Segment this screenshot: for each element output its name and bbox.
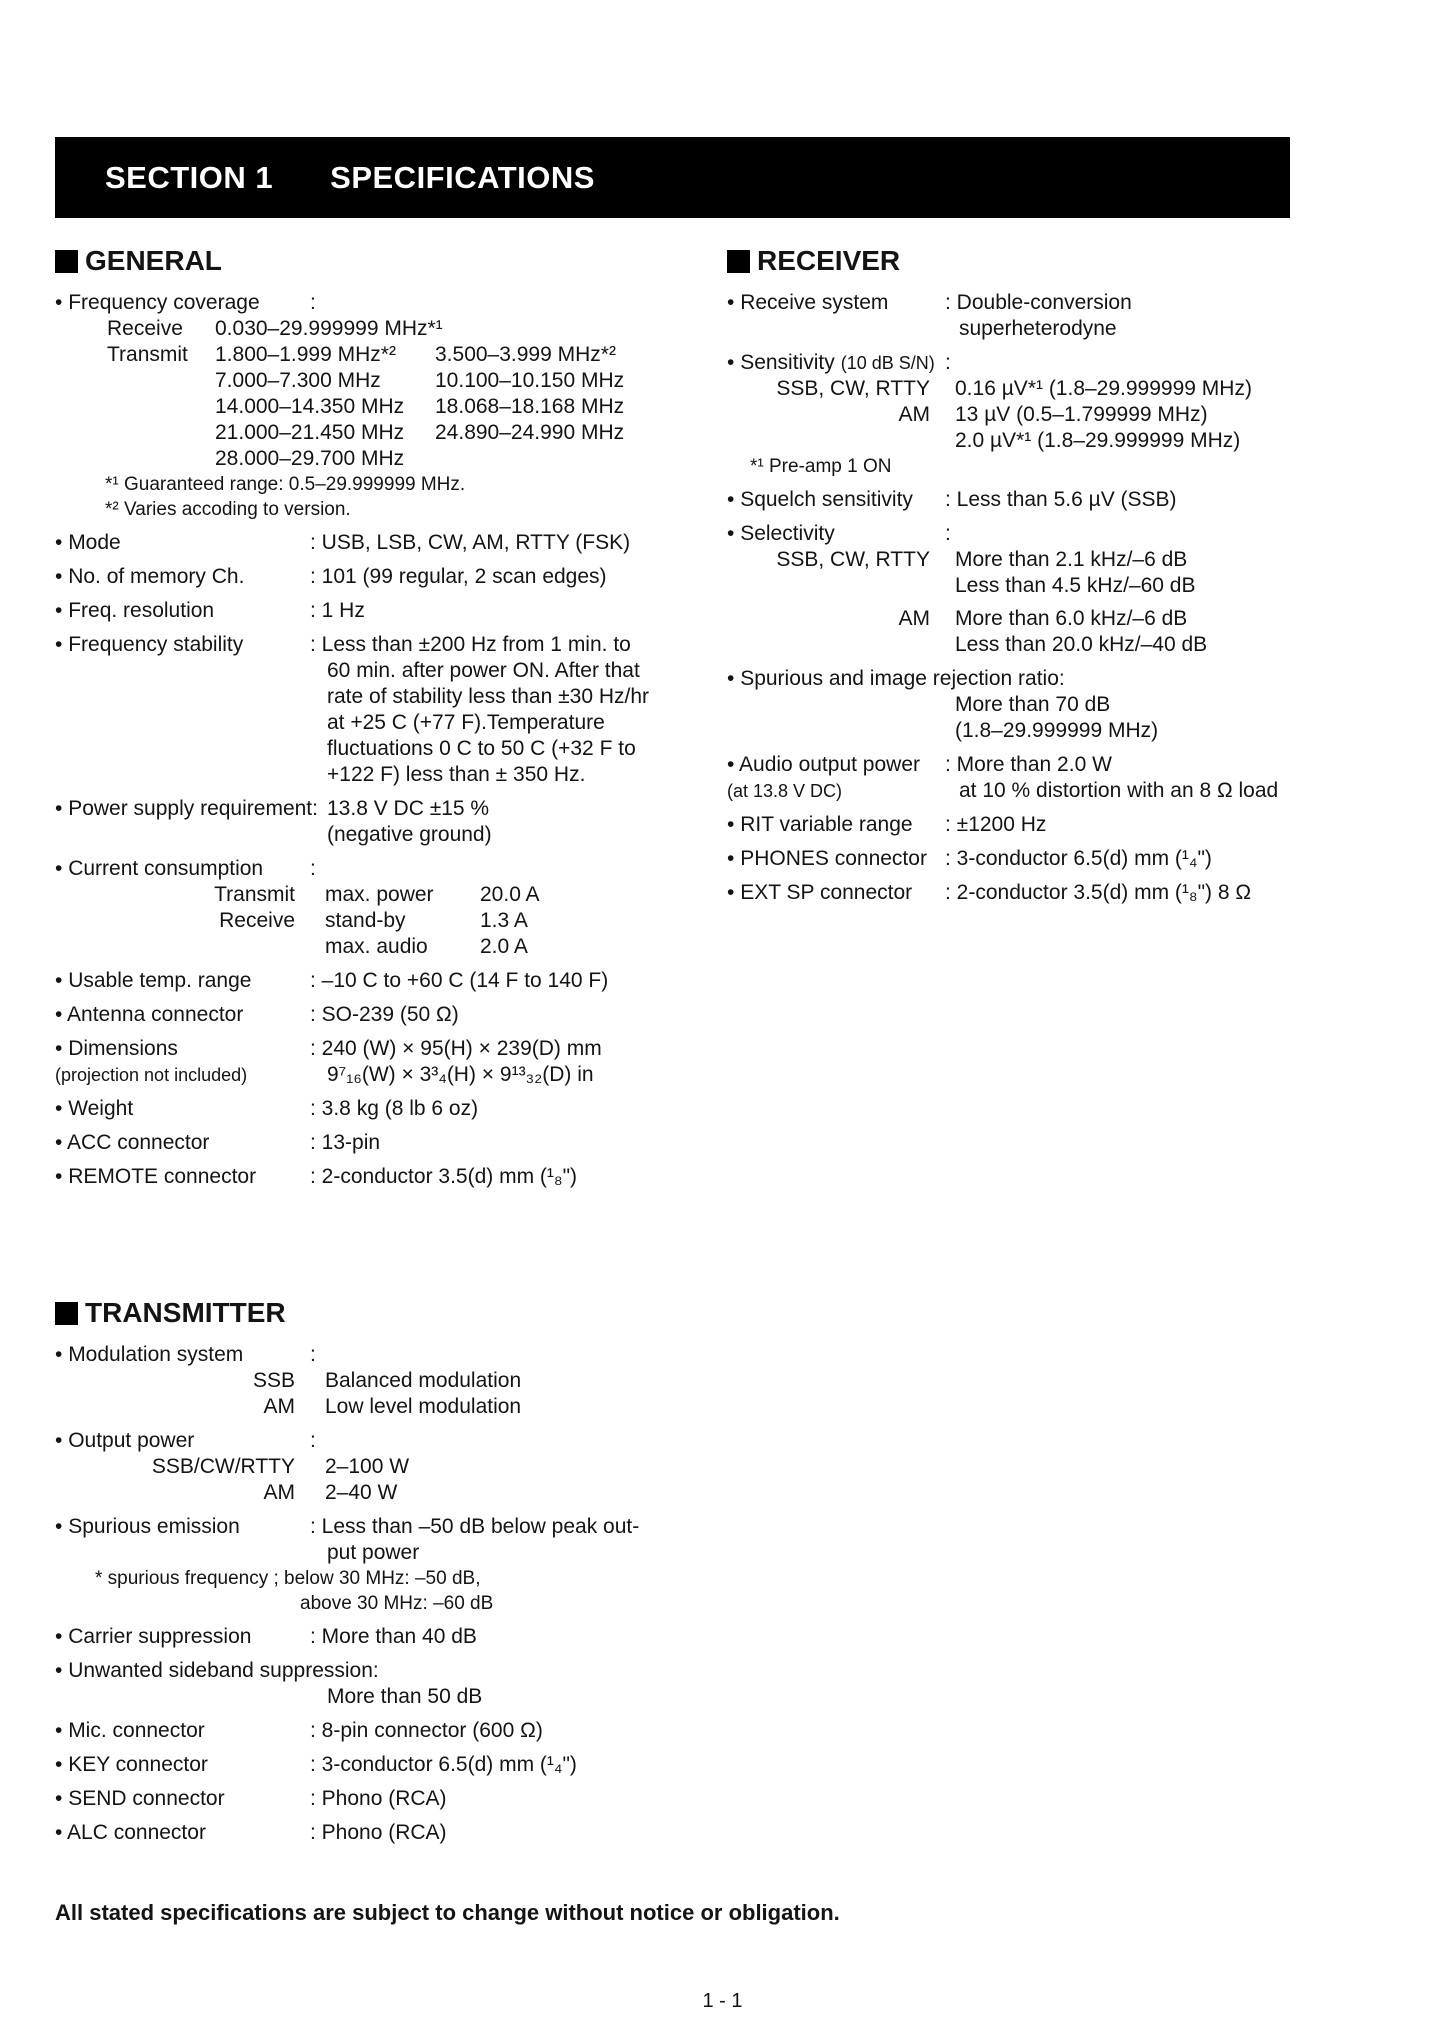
selectivity-value: Less than 4.5 kHz/–60 dB	[955, 574, 1196, 597]
spec-row-ext-sp-connector	[727, 880, 1327, 906]
spec-value: : 1 Hz	[310, 599, 365, 622]
spec-label: • Frequency coverage	[55, 290, 310, 316]
spec-value-line: 60 min. after power ON. After that	[327, 659, 640, 682]
freq-band: 3.500–3.999 MHz*²	[435, 343, 616, 366]
footer-disclaimer: All stated specifications are subject to change without notice or obligation.	[55, 1900, 840, 1925]
spec-value-line: (1.8–29.999999 MHz)	[955, 719, 1159, 742]
spec-label: • Output power	[55, 1428, 310, 1454]
spec-sublabel: (10 dB S/N)	[840, 353, 935, 373]
spec-row-dimensions	[55, 1036, 715, 1088]
spec-row-remote-connector	[55, 1164, 715, 1190]
general-heading-label: GENERAL	[85, 245, 222, 276]
spec-value	[310, 796, 715, 848]
spec-row-unwanted-sideband	[55, 1658, 715, 1710]
freq-band: 18.068–18.168 MHz	[435, 395, 625, 418]
black-square-icon	[55, 1302, 78, 1325]
spec-value: : 3-conductor 6.5(d) mm (¹₄")	[945, 847, 1212, 870]
spec-row-modulation-system	[55, 1342, 715, 1420]
spec-label: • Freq. resolution	[55, 598, 310, 624]
spec-row-acc-connector	[55, 1130, 715, 1156]
freq-band: 10.100–10.150 MHz	[435, 369, 625, 392]
footnote: *² Varies accoding to version.	[105, 499, 351, 520]
spec-label: • EXT SP connector	[727, 880, 945, 906]
spec-row-receive-system	[727, 290, 1327, 342]
spec-value	[945, 290, 1327, 342]
spec-value-line: rate of stability less than ±30 Hz/hr	[327, 685, 650, 708]
spec-colon: :	[310, 1429, 316, 1452]
spec-label: • SEND connector	[55, 1786, 310, 1812]
spec-row-spurious-image-rejection	[727, 666, 1327, 744]
general-heading	[55, 245, 715, 276]
sensitivity-value: 2.0 µV*¹ (1.8–29.999999 MHz)	[955, 429, 1241, 452]
spec-label: • Usable temp. range	[55, 968, 310, 994]
output-value: 2–100 W	[325, 1455, 410, 1478]
spec-row-weight	[55, 1096, 715, 1122]
spec-value-line: (negative ground)	[327, 823, 492, 846]
current-value: 2.0 A	[480, 935, 528, 958]
freq-band: 14.000–14.350 MHz	[215, 395, 405, 418]
spec-value	[945, 752, 1327, 804]
sensitivity-value: 13 µV (0.5–1.799999 MHz)	[955, 403, 1208, 426]
spec-label: • ALC connector	[55, 1820, 310, 1846]
selectivity-value: More than 6.0 kHz/–6 dB	[955, 607, 1188, 630]
spec-row-rit-range	[727, 812, 1327, 838]
transmitter-heading	[55, 1297, 715, 1328]
spec-label: • Squelch sensitivity	[727, 487, 945, 513]
spec-value-line: superheterodyne	[959, 317, 1117, 340]
modulation-value: Balanced modulation	[325, 1369, 522, 1392]
spec-label: • No. of memory Ch.	[55, 564, 310, 590]
spec-label: • Modulation system	[55, 1342, 310, 1368]
freq-transmit-key: Transmit	[107, 343, 188, 366]
spec-label: • Sensitivity	[727, 350, 835, 376]
spec-value: : 8-pin connector (600 Ω)	[310, 1719, 543, 1742]
spec-label-group	[55, 1036, 310, 1088]
spec-value: : 13-pin	[310, 1131, 381, 1154]
spec-value: : 3.8 kg (8 lb 6 oz)	[310, 1097, 479, 1120]
spec-value-line: More than 70 dB	[955, 693, 1111, 716]
spec-colon: :	[310, 291, 316, 314]
freq-receive-value: 0.030–29.999999 MHz*¹	[215, 317, 443, 340]
modulation-key: SSB	[252, 1369, 295, 1392]
selectivity-key: AM	[898, 607, 930, 630]
receiver-section	[727, 245, 1327, 914]
current-key: Transmit	[214, 883, 295, 906]
spec-label: • PHONES connector	[727, 846, 945, 872]
spec-value: : Phono (RCA)	[310, 1787, 447, 1810]
spec-label: • Mic. connector	[55, 1718, 310, 1744]
spec-value-line: 13.8 V DC ±15 %	[327, 797, 490, 820]
general-section	[55, 245, 715, 1198]
spec-value-line: +122 F) less than ± 350 Hz.	[327, 763, 586, 786]
sensitivity-key: SSB, CW, RTTY	[776, 377, 930, 400]
output-value: 2–40 W	[325, 1481, 398, 1504]
spec-value: : 101 (99 regular, 2 scan edges)	[310, 565, 607, 588]
spec-row-sensitivity	[727, 350, 1327, 479]
spec-value-line: 9⁷₁₆(W) × 3³₄(H) × 9¹³₃₂(D) in	[327, 1063, 594, 1086]
spec-row-frequency-coverage	[55, 290, 715, 522]
freq-band: 21.000–21.450 MHz	[215, 421, 405, 444]
spec-label-group	[727, 350, 945, 376]
spec-value: : USB, LSB, CW, AM, RTTY (FSK)	[310, 531, 631, 554]
spec-value: : ±1200 Hz	[945, 813, 1047, 836]
page-title: SPECIFICATIONS	[330, 159, 595, 195]
spec-value: : –10 C to +60 C (14 F to 140 F)	[310, 969, 609, 992]
spec-label: • Weight	[55, 1096, 310, 1122]
footnote: * spurious frequency ; below 30 MHz: –50 dB,	[95, 1568, 481, 1589]
spec-value-line: at 10 % distortion with an 8 Ω load	[959, 779, 1279, 802]
spec-sublabel: (projection not included)	[55, 1065, 248, 1085]
spec-colon: :	[310, 857, 316, 880]
spec-label: • Spurious emission	[55, 1514, 310, 1540]
current-value: 20.0 A	[480, 883, 540, 906]
spec-label-group	[727, 752, 945, 804]
spec-row-memory-channels	[55, 564, 715, 590]
selectivity-value: Less than 20.0 kHz/–40 dB	[955, 633, 1208, 656]
section-header-bar	[55, 137, 1290, 218]
spec-row-squelch	[727, 487, 1327, 513]
spec-value: : Phono (RCA)	[310, 1821, 447, 1844]
freq-band: 28.000–29.700 MHz	[215, 447, 405, 470]
spec-label: • Power supply requirement:	[55, 796, 310, 822]
spec-label: • ACC connector	[55, 1130, 310, 1156]
spec-row-antenna-connector	[55, 1002, 715, 1028]
output-key: AM	[263, 1481, 295, 1504]
footnote: *¹ Pre-amp 1 ON	[750, 456, 892, 477]
sensitivity-value: 0.16 µV*¹ (1.8–29.999999 MHz)	[955, 377, 1252, 400]
spec-row-carrier-suppression	[55, 1624, 715, 1650]
spec-colon: :	[945, 522, 951, 545]
spec-row-key-connector	[55, 1752, 715, 1778]
current-key: Receive	[219, 909, 295, 932]
spec-value	[310, 632, 715, 788]
freq-receive-key: Receive	[107, 317, 183, 340]
spec-value: : 3-conductor 6.5(d) mm (¹₄")	[310, 1753, 577, 1776]
spec-value: : SO-239 (50 Ω)	[310, 1003, 459, 1026]
footnote: *¹ Guaranteed range: 0.5–29.999999 MHz.	[105, 474, 466, 495]
spec-value: : More than 40 dB	[310, 1625, 477, 1648]
spec-label: • Mode	[55, 530, 310, 556]
freq-band: 24.890–24.990 MHz	[435, 421, 625, 444]
spec-value-line: : Less than –50 dB below peak out-	[310, 1515, 640, 1538]
spec-row-frequency-stability	[55, 632, 715, 788]
spec-label: • RIT variable range	[727, 812, 945, 838]
spec-colon: :	[310, 1343, 316, 1366]
section-number: SECTION 1	[105, 159, 274, 195]
spec-value-line: put power	[327, 1541, 420, 1564]
selectivity-key: SSB, CW, RTTY	[776, 548, 930, 571]
spec-row-send-connector	[55, 1786, 715, 1812]
freq-band: 7.000–7.300 MHz	[215, 369, 381, 392]
spec-label: • Current consumption	[55, 856, 310, 882]
page-number: 1 - 1	[702, 1990, 743, 2012]
transmitter-heading-label: TRANSMITTER	[85, 1297, 286, 1328]
spec-row-freq-resolution	[55, 598, 715, 624]
spec-value-line: More than 50 dB	[327, 1685, 483, 1708]
spec-sublabel: (at 13.8 V DC)	[727, 781, 843, 801]
spec-row-audio-output	[727, 752, 1327, 804]
spec-value-line: fluctuations 0 C to 50 C (+32 F to	[327, 737, 636, 760]
black-square-icon	[55, 250, 78, 273]
spec-value-line: : Double-conversion	[945, 291, 1132, 314]
spec-row-usable-temp	[55, 968, 715, 994]
spec-value: : 2-conductor 3.5(d) mm (¹₈")	[310, 1165, 578, 1188]
spec-label: • Antenna connector	[55, 1002, 310, 1028]
spec-value: : Less than 5.6 µV (SSB)	[945, 488, 1177, 511]
spec-label: • Unwanted sideband suppression:	[55, 1658, 715, 1684]
current-subkey: max. audio	[325, 935, 428, 958]
transmitter-section	[55, 1297, 715, 1854]
spec-value-line: : 240 (W) × 95(H) × 239(D) mm	[310, 1037, 602, 1060]
spec-value	[310, 1036, 715, 1088]
spec-label: • Carrier suppression	[55, 1624, 310, 1650]
spec-row-output-power	[55, 1428, 715, 1506]
modulation-value: Low level modulation	[325, 1395, 522, 1418]
spec-row-mode	[55, 530, 715, 556]
spec-value-line: : Less than ±200 Hz from 1 min. to	[310, 633, 631, 656]
spec-value: : 2-conductor 3.5(d) mm (¹₈") 8 Ω	[945, 881, 1252, 904]
spec-value-line: at +25 C (+77 F).Temperature	[327, 711, 605, 734]
spec-label: • Audio output power	[727, 752, 945, 778]
selectivity-value: More than 2.1 kHz/–6 dB	[955, 548, 1188, 571]
modulation-key: AM	[263, 1395, 295, 1418]
footnote: above 30 MHz: –60 dB	[300, 1593, 494, 1614]
output-key: SSB/CW/RTTY	[151, 1455, 295, 1478]
spec-label: • KEY connector	[55, 1752, 310, 1778]
spec-colon: :	[945, 351, 951, 374]
receiver-heading	[727, 245, 1327, 276]
spec-row-selectivity	[727, 521, 1327, 658]
sensitivity-key: AM	[898, 403, 930, 426]
spec-row-spurious-emission	[55, 1514, 715, 1616]
spec-label: • REMOTE connector	[55, 1164, 310, 1190]
current-subkey: max. power	[325, 883, 434, 906]
freq-band: 1.800–1.999 MHz*²	[215, 343, 396, 366]
spec-label: • Spurious and image rejection ratio:	[727, 666, 1327, 692]
spec-label: • Frequency stability	[55, 632, 310, 658]
spec-row-current-consumption	[55, 856, 715, 960]
spec-label: • Selectivity	[727, 521, 945, 547]
spec-row-power-supply	[55, 796, 715, 848]
spec-row-mic-connector	[55, 1718, 715, 1744]
current-value: 1.3 A	[480, 909, 528, 932]
spec-value-line: : More than 2.0 W	[945, 753, 1112, 776]
spec-label: • Dimensions	[55, 1036, 310, 1062]
receiver-heading-label: RECEIVER	[757, 245, 901, 276]
black-square-icon	[727, 250, 750, 273]
spec-row-phones-connector	[727, 846, 1327, 872]
spec-label: • Receive system	[727, 290, 945, 316]
spec-row-alc-connector	[55, 1820, 715, 1846]
current-subkey: stand-by	[325, 909, 406, 932]
spec-value	[310, 1514, 715, 1566]
